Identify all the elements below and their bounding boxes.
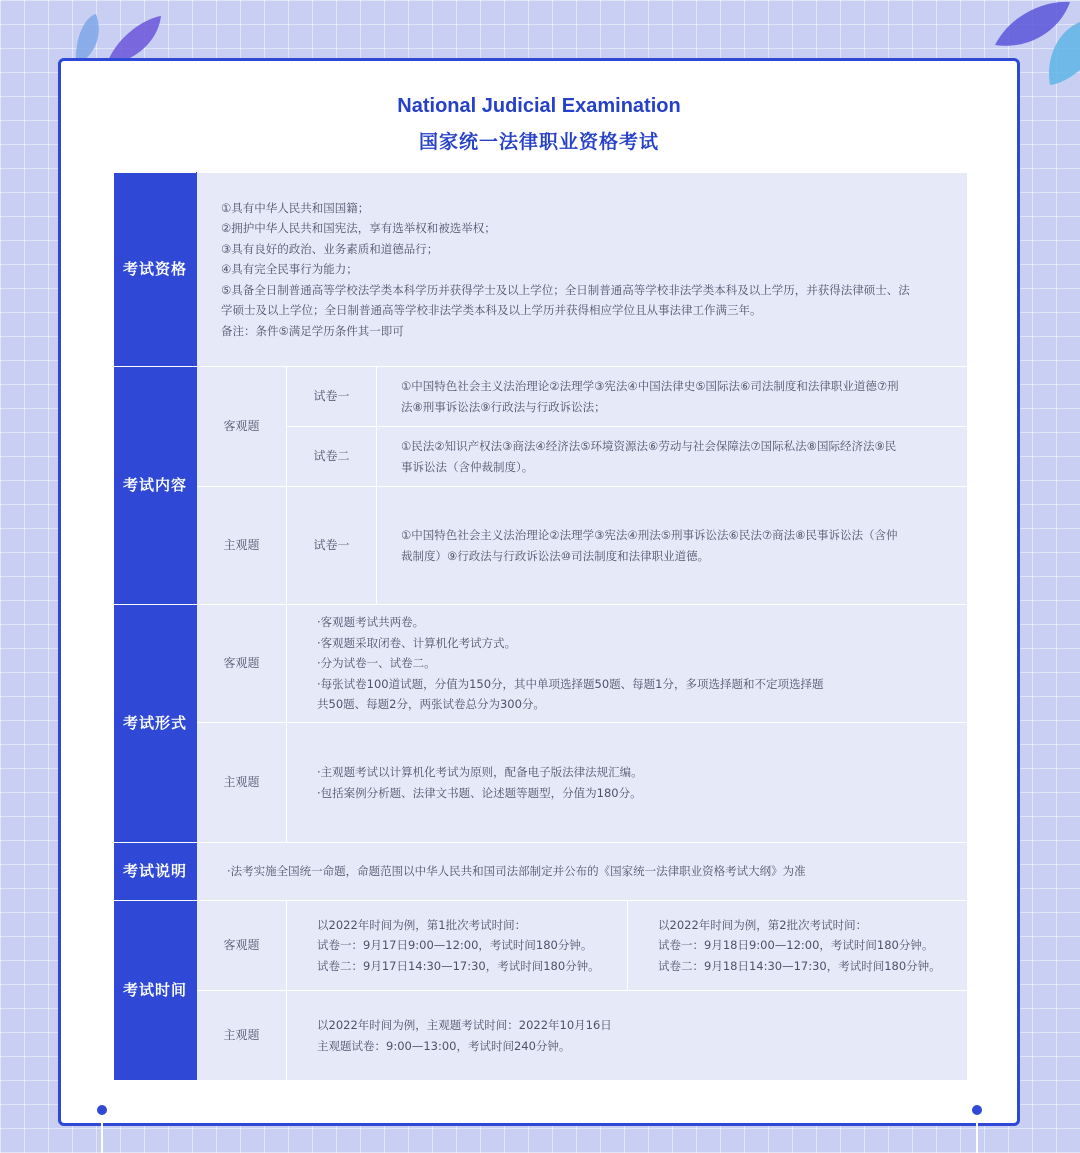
time-line: 试卷一：9月18日9:00—12:00，考试时间180分钟。 <box>658 938 934 953</box>
time-objective-label: 客观题 <box>197 901 287 991</box>
pin-left <box>97 1105 107 1115</box>
section-header-content: 考试内容 <box>114 367 197 605</box>
exam-info-table <box>113 172 968 1081</box>
content-line: ①民法②知识产权法③商法④经济法⑤环境资源法⑥劳动与社会保障法⑦国际私法⑧国际经济法⑨民 <box>401 439 897 453</box>
pin-right <box>972 1105 982 1115</box>
time-batch1-text <box>287 901 628 991</box>
format-line: ·每张试卷100道试题，分值为150分，其中单项选择题50题、每题1分，多项选择题和不定项选择题 <box>317 676 824 691</box>
title-chinese: 国家统一法律职业资格考试 <box>418 131 659 153</box>
qualification-line: ④具有完全民事行为能力； <box>221 262 358 277</box>
time-line: 试卷二：9月17日14:30—17:30，考试时间180分钟。 <box>317 958 600 973</box>
time-line: 试卷二：9月18日14:30—17:30，考试时间180分钟。 <box>658 958 941 973</box>
leaf-decoration-top-left <box>66 6 166 66</box>
format-line: ·分为试卷一、试卷二。 <box>317 656 436 671</box>
section-header-notes: 考试说明 <box>114 843 197 901</box>
qualification-text <box>197 173 968 367</box>
format-objective-label: 客观题 <box>197 605 287 723</box>
content-objective-label: 客观题 <box>197 367 287 487</box>
time-line: 以2022年时间为例，主观题考试时间：2022年10月16日 <box>317 1018 612 1032</box>
content-line: 裁制度）⑨行政法与行政诉讼法⑩司法制度和法律职业道德。 <box>401 548 710 563</box>
pin-line-right <box>976 1112 978 1153</box>
content-line: ①中国特色社会主义法治理论②法理学③宪法④刑法⑤刑事诉讼法⑥民法⑦商法⑧民事诉讼法（含仲 <box>401 528 898 542</box>
time-subjective-text <box>287 991 968 1081</box>
content-line: ①中国特色社会主义法治理论②法理学③宪法④中国法律史⑤国际法⑥司法制度和法律职业道德⑦刑 <box>401 379 899 393</box>
notes-text <box>197 843 968 901</box>
content-paper1-text <box>377 367 968 427</box>
format-line: ·主观题考试以计算机化考试为原则，配备电子版法律法规汇编。 <box>317 765 643 779</box>
pin-line-left <box>101 1112 103 1153</box>
format-subjective-text <box>287 723 968 843</box>
section-header-qualification: 考试资格 <box>114 173 197 367</box>
content-paper2-label: 试卷二 <box>287 427 377 487</box>
qualification-line: 学硕士及以上学位；全日制普通高等学校非法学类本科及以上学历并获得相应学位且从事法律工作满三年。 <box>221 303 762 318</box>
format-line: 共50题、每题2分，两张试卷总分为300分。 <box>317 697 545 712</box>
content-subjective-paper-label: 试卷一 <box>287 487 377 605</box>
content-paper2-text <box>377 427 968 487</box>
qualification-line: ③具有良好的政治、业务素质和道德品行； <box>221 241 439 256</box>
format-subjective-label: 主观题 <box>197 723 287 843</box>
time-batch2-text <box>628 901 968 991</box>
section-header-time: 考试时间 <box>114 901 197 1081</box>
content-subjective-text <box>377 487 968 605</box>
time-line: 以2022年时间为例，第2批次考试时间： <box>658 917 868 932</box>
title-english: National Judicial Examination <box>397 95 681 117</box>
time-subjective-label: 主观题 <box>197 991 287 1081</box>
format-line: ·包括案例分析题、法律文书题、论述题等题型，分值为180分。 <box>317 785 642 800</box>
content-subjective-label: 主观题 <box>197 487 287 605</box>
time-line: 以2022年时间为例，第1批次考试时间： <box>317 917 527 932</box>
content-line: 法⑧刑事诉讼法⑨行政法与行政诉讼法； <box>401 399 606 414</box>
time-line: 试卷一：9月17日9:00—12:00，考试时间180分钟。 <box>317 938 593 953</box>
qualification-line: ⑤具备全日制普通高等学校法学类本科学历并获得学士及以上学位；全日制普通高等学校非法学类本科及以上学历，并获得法律硕士、法 <box>221 282 910 297</box>
format-objective-text <box>287 605 968 723</box>
content-paper1-label: 试卷一 <box>287 367 377 427</box>
qualification-line: ②拥护中华人民共和国宪法，享有选举权和被选举权； <box>221 221 496 236</box>
time-line: 主观题试卷：9:00—13:00，考试时间240分钟。 <box>317 1038 571 1053</box>
qualification-note: 备注：条件⑤满足学历条件其一即可 <box>221 323 404 338</box>
qualification-line: ①具有中华人民共和国国籍； <box>221 200 370 215</box>
section-header-format: 考试形式 <box>114 605 197 843</box>
notes-line: ·法考实施全国统一命题，命题范围以中华人民共和国司法部制定并公布的《国家统一法律职业资格考试大纲》为准 <box>227 864 806 879</box>
format-line: ·客观题考试共两卷。 <box>317 615 425 630</box>
format-line: ·客观题采取闭卷、计算机化考试方式。 <box>317 635 517 650</box>
content-line: 事诉讼法（含仲裁制度）。 <box>401 459 534 474</box>
